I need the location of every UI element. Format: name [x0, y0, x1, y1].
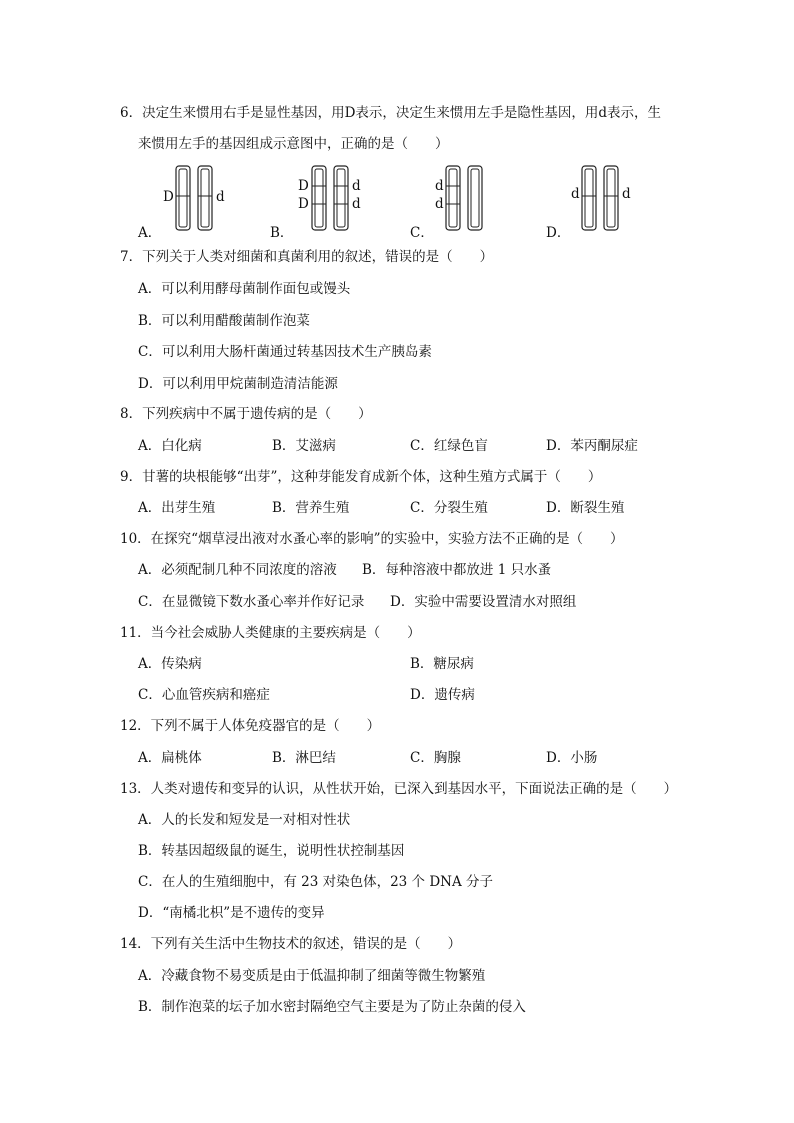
q14-option-a: A．冷藏食物不易变质是由于低温抑制了细菌等微生物繁殖: [138, 968, 486, 984]
q12-option-b: B．淋巴结: [272, 750, 336, 766]
gene-label: d: [352, 178, 361, 194]
q6-diagram-b: [296, 164, 376, 232]
q6-stem-line1: 6．决定生来惯用右手是显性基因，用D表示，决定生来惯用左手是隐性基因，用d表示，生: [120, 105, 662, 121]
q13-option-a: A．人的长发和短发是一对相对性状: [138, 812, 351, 828]
q10-stem: 10．在探究“烟草浸出液对水蚤心率的影响”的实验中，实验方法不正确的是（ ）: [120, 531, 624, 547]
q12-stem: 12．下列不属于人体免疫器官的是（ ）: [120, 718, 381, 734]
gene-label: D: [163, 189, 174, 205]
q11-option-c: C．心血管疾病和癌症: [138, 687, 270, 703]
gene-label: d: [622, 186, 631, 202]
q7-option-a: A．可以利用酵母菌制作面包或馒头: [138, 281, 351, 297]
q6-option-c-label: C．: [410, 225, 434, 241]
q9-stem: 9．甘薯的块根能够“出芽”，这种芽能发育成新个体，这种生殖方式属于（ ）: [120, 469, 602, 485]
q13-option-b: B．转基因超级鼠的诞生，说明性状控制基因: [138, 843, 405, 859]
gene-label: d: [435, 196, 444, 212]
q8-option-a: A．白化病: [138, 438, 202, 454]
q10-option-c: C．在显微镜下数水蚤心率并作好记录: [138, 594, 365, 610]
gene-label: d: [435, 178, 444, 194]
q12-option-d: D．小肠: [546, 750, 598, 766]
q9-option-a: A．出芽生殖: [138, 500, 216, 516]
q11-option-a: A．传染病: [138, 656, 202, 672]
q10-option-b: B．每种溶液中都放进 1 只水蚤: [362, 562, 552, 578]
q9-option-c: C．分裂生殖: [410, 500, 488, 516]
gene-label: d: [216, 189, 225, 205]
q13-option-d: D．“南橘北枳”是不遗传的变异: [138, 905, 325, 921]
q9-option-b: B．营养生殖: [272, 500, 350, 516]
q6-option-b-label: B．: [270, 225, 294, 241]
q6-diagram-a: [160, 164, 240, 232]
q10-option-d: D．实验中需要设置清水对照组: [390, 594, 577, 610]
q6-stem-line2: 来惯用左手的基因组成示意图中，正确的是（ ）: [138, 136, 449, 152]
q14-option-b: B．制作泡菜的坛子加水密封隔绝空气主要是为了防止杂菌的侵入: [138, 999, 526, 1015]
gene-label: d: [571, 186, 580, 202]
q11-option-b: B．糖尿病: [410, 656, 474, 672]
q8-option-b: B．艾滋病: [272, 438, 336, 454]
q13-stem: 13．人类对遗传和变异的认识，从性状开始，已深入到基因水平，下面说法正确的是（ ）: [120, 781, 678, 797]
q7-option-b: B．可以利用醋酸菌制作泡菜: [138, 313, 310, 329]
q8-stem: 8．下列疾病中不属于遗传病的是（ ）: [120, 406, 372, 422]
q9-option-d: D．断裂生殖: [546, 500, 625, 516]
q7-option-c: C．可以利用大肠杆菌通过转基因技术生产胰岛素: [138, 344, 432, 360]
gene-label: D: [298, 196, 309, 212]
q12-option-c: C．胸腺: [410, 750, 461, 766]
q6-diagram-c: [434, 164, 514, 232]
q11-stem: 11．当今社会威胁人类健康的主要疾病是（ ）: [120, 625, 421, 641]
q13-option-c: C．在人的生殖细胞中，有 23 对染色体，23 个 DNA 分子: [138, 874, 494, 890]
gene-label: D: [298, 178, 309, 194]
q6-diagram-d: [570, 164, 650, 232]
q12-option-a: A．扁桃体: [138, 750, 202, 766]
q8-option-d: D．苯丙酮尿症: [546, 438, 638, 454]
q11-option-d: D．遗传病: [410, 687, 475, 703]
q6-option-a-label: A．: [138, 225, 162, 241]
q7-stem: 7．下列关于人类对细菌和真菌利用的叙述，错误的是（ ）: [120, 249, 494, 265]
q8-option-c: C．红绿色盲: [410, 438, 488, 454]
q10-option-a: A．必须配制几种不同浓度的溶液: [138, 562, 337, 578]
q7-option-d: D．可以利用甲烷菌制造清洁能源: [138, 376, 338, 392]
q14-stem: 14．下列有关生活中生物技术的叙述，错误的是（ ）: [120, 936, 462, 952]
q6-option-d-label: D．: [546, 225, 571, 241]
gene-label: d: [352, 196, 361, 212]
